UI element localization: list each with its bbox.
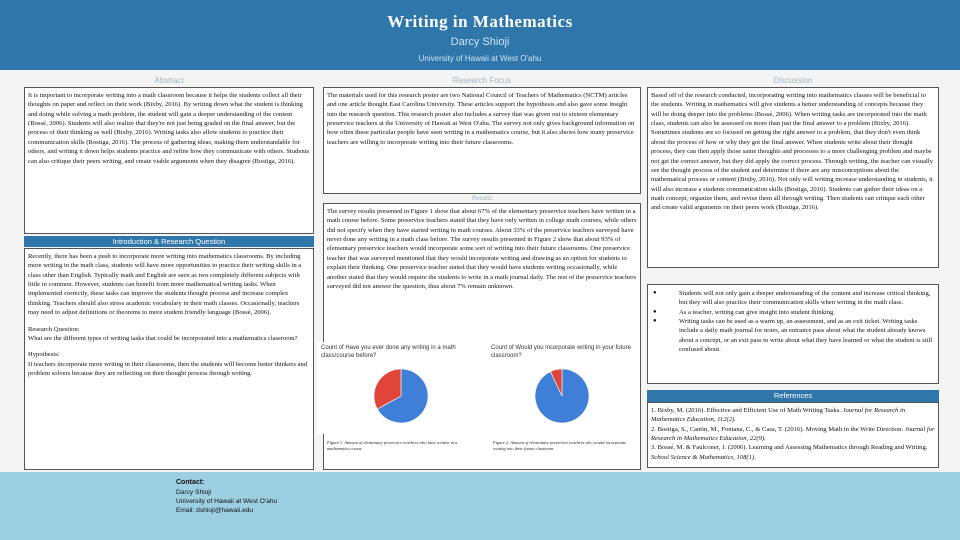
- discussion-heading: Discussion: [773, 76, 813, 85]
- results-heading: Results: [471, 196, 492, 202]
- intro-bar: Introduction & Research Question: [24, 236, 314, 247]
- bullet-icon: ●: [653, 318, 657, 325]
- discussion-text: Based off of the research conducted, incorporating writing into mathematics classes will be beneficial to the students. Writing in mathematics will give students a better understanding of concepts because they will be doing deeper into the problems (Bossé, 2006). When writing tasks are incorporated into the math class, students can also be assessed on more than just the final answer to a problem (Bixby, 2016). Sometimes students are so focused on getting the right answer to a problem, that they don't even think about the process of how or why they got the final answer. When students write about their thought process, they can then apply those same thoughts and processes to a more challenging problem and maybe not get the correct answer, but they did apply the correct process. Through writing, the teacher can visually see the thought process of the student and determine if there are any misconceptions about the mathematical process or content (Bixby, 2016). Not only will writing increase understanding in students, it will also increase a students communication skills (Bostiga, 2016). Students can gather their ideas on a math concept, organize them, and revise them all through writing. Then students can critique each other and create valid arguments on their peers work (Bostiga, 2016).: [651, 92, 933, 212]
- abstract-text: It is important to incorporate writing into a math classroom because it helps the students collect all their thoughts on paper and reflect on their work (Bixby, 2016). By writing down what the student is thinking and doing while solving a math problem, the student will gain a deeper understanding of the content (Bossé, 2006). Students will also realize that they're not just being graded on the final answer, but the process of their thinking as well (Bixby, 2016). Writing tasks also allow students to practice their communication skills (Bostiga, 2016). The process of gathering ideas, making them understandable for others, and writing it down helps students practice and refine how they communicate with others. Students can also critique their peers writing, and create viable arguments when they disagree (Bostiga, 2016).: [28, 92, 310, 165]
- figure-2-caption: Figure 2. Amount of elementary preservice teachers who would incorporate writing into their future classroom: [493, 440, 627, 451]
- poster-header: [0, 0, 960, 70]
- poster-footer: [0, 472, 960, 540]
- results-text: The survey results presented in Figure 1 show that about 67% of the elementary preservice teachers have written in a math course before. Some preservice teachers stated that they have only written in college math courses, while others did not specify when they have started writing in math courses. About 33% of the preservice teachers surveyed have never done any writing in a math class before. The survey results presented in Figure 2 show that about 93% of elementary preservice teachers would incorporate some sort of writing into their future classrooms. One preservice teacher that was surveyed mentioned that they would incorporate writing and drawing as an option for students to explain their thinking. One preservice teacher stated that they would have students writing occasionally, while another stated that they would require the students to write in a math journal daily. The rest of the preservice teachers surveyed did not answer the question, thus about 7% remain unknown.: [327, 208, 637, 290]
- intro-text: Recently, there has been a push to incorporate more writing into mathematics classrooms. By including more writing in the math class, students will have more opportunities to practice their writing skills in a class other than English. Typically math and English are seen as two completely different subjects with little in common. However, students can benefit from more mathematical writing tasks. When implemented correctly, these tasks can improve the students thought process and increase complex thinking. Teachers should also stress academic vocabulary in their math classes. Occasionally, teachers may need to adjust definitions or theorems to more student friendly language (Bossé, 2006).: [28, 253, 302, 317]
- bullet-icon: ●: [653, 308, 657, 315]
- contact-title: Contact:: [176, 479, 205, 486]
- research-question-label: Research Question:: [28, 325, 80, 333]
- contact-school: University of Hawaii at West O'ahu: [176, 498, 278, 506]
- discussion-panel: [647, 87, 939, 268]
- list-item: ● Students will not only gain a deeper understanding of the content and increase critical thinking, but they will also practice their communication skills when writing in the math class.: [653, 290, 931, 307]
- contact-email: Email: dshioji@hawaii.edu: [176, 507, 254, 515]
- contact-name: Darcy Shioji: [176, 489, 212, 497]
- list-item: ● Writing tasks can be used as a warm up, an assessment, and as an exit ticket. Writing tasks include a daily math journal for notes, an entrance pass about what the student already knows about a concept, or an exit pass to write about what they have learned or what the student is still confused about.: [653, 318, 933, 354]
- abstract-panel: [24, 87, 314, 234]
- hypothesis-label: Hypothesis:: [28, 351, 60, 359]
- takeaways-list: [651, 289, 935, 355]
- reference-item-1: 1. Bixby, M. (2016). Effective and Efficient Use of Math Writing Tasks. Journal for Research in Mathematics Education, 112(2).: [651, 407, 906, 424]
- figure-1-title: Count of Have you ever done any writing in a math class/course before?: [321, 345, 456, 359]
- methods-text: The materials used for this research poster are two National Council of Teachers of Mathematics (NCTM) articles and one article thought East Carolina University. These articles support the hypothesis and also gave some insight into the research question. This research poster also includes a survey that was given out to sixteen elementary preservice teachers at the University of Hawaii at West O'ahu. The survey not only gives background information on how often these particular people have seen writing in a mathematics course, but it also shows how many preservice teachers are willing to incorporate writing into their future classrooms.: [327, 92, 635, 146]
- takeaways-panel: [647, 284, 939, 384]
- poster-affiliation: University of Hawaii at West O'ahu: [418, 54, 542, 63]
- references-panel: [647, 402, 939, 468]
- contact-block: [176, 478, 316, 538]
- list-item: ● As a teacher, writing can give insight into student thinking.: [653, 308, 835, 316]
- intro-panel: [24, 248, 314, 470]
- figure-1-chart: [317, 342, 485, 434]
- research-question-text: What are the different types of writing tasks that could be incorporated into a mathematics classroom?: [28, 334, 298, 342]
- abstract-heading: Abstract: [154, 76, 184, 85]
- bullet-icon: ●: [653, 290, 657, 296]
- reference-item-2: 2. Bostiga, S., Cantin, M., Fontana, C., & Casa, T. (2016). Moving Math in the Write Direction. Journal for Research in Mathematics Education, 22(9).: [651, 425, 935, 443]
- hypothesis-text: If teachers incorporate more writing in their classrooms, then the students will become better thinkers and problem solvers because they are reflecting on their thought process through writing.: [28, 360, 308, 377]
- figure-1-caption: Figure 1. Amount of elementary preservice teachers who have written in a mathematics course: [327, 440, 458, 451]
- figure-2-title: Count of Would you incorporate writing in your future classroom?: [491, 345, 631, 359]
- methods-panel: [323, 87, 641, 194]
- research-focus-heading: Research Focus: [452, 76, 512, 85]
- figure-1-pie: [317, 360, 485, 430]
- figure-2-chart: [487, 342, 637, 434]
- poster-title: Writing in Mathematics: [387, 12, 573, 31]
- reference-item-3: 3. Bossé, M. & Faulconer, J. (2006). Learning and Assessing Mathematics through Reading and Writing. School Science & Mathematics, 108(1).: [651, 444, 928, 461]
- references-bar: References: [647, 390, 939, 402]
- figure-2-pie: [487, 360, 637, 430]
- poster-author: Darcy Shioji: [450, 36, 510, 48]
